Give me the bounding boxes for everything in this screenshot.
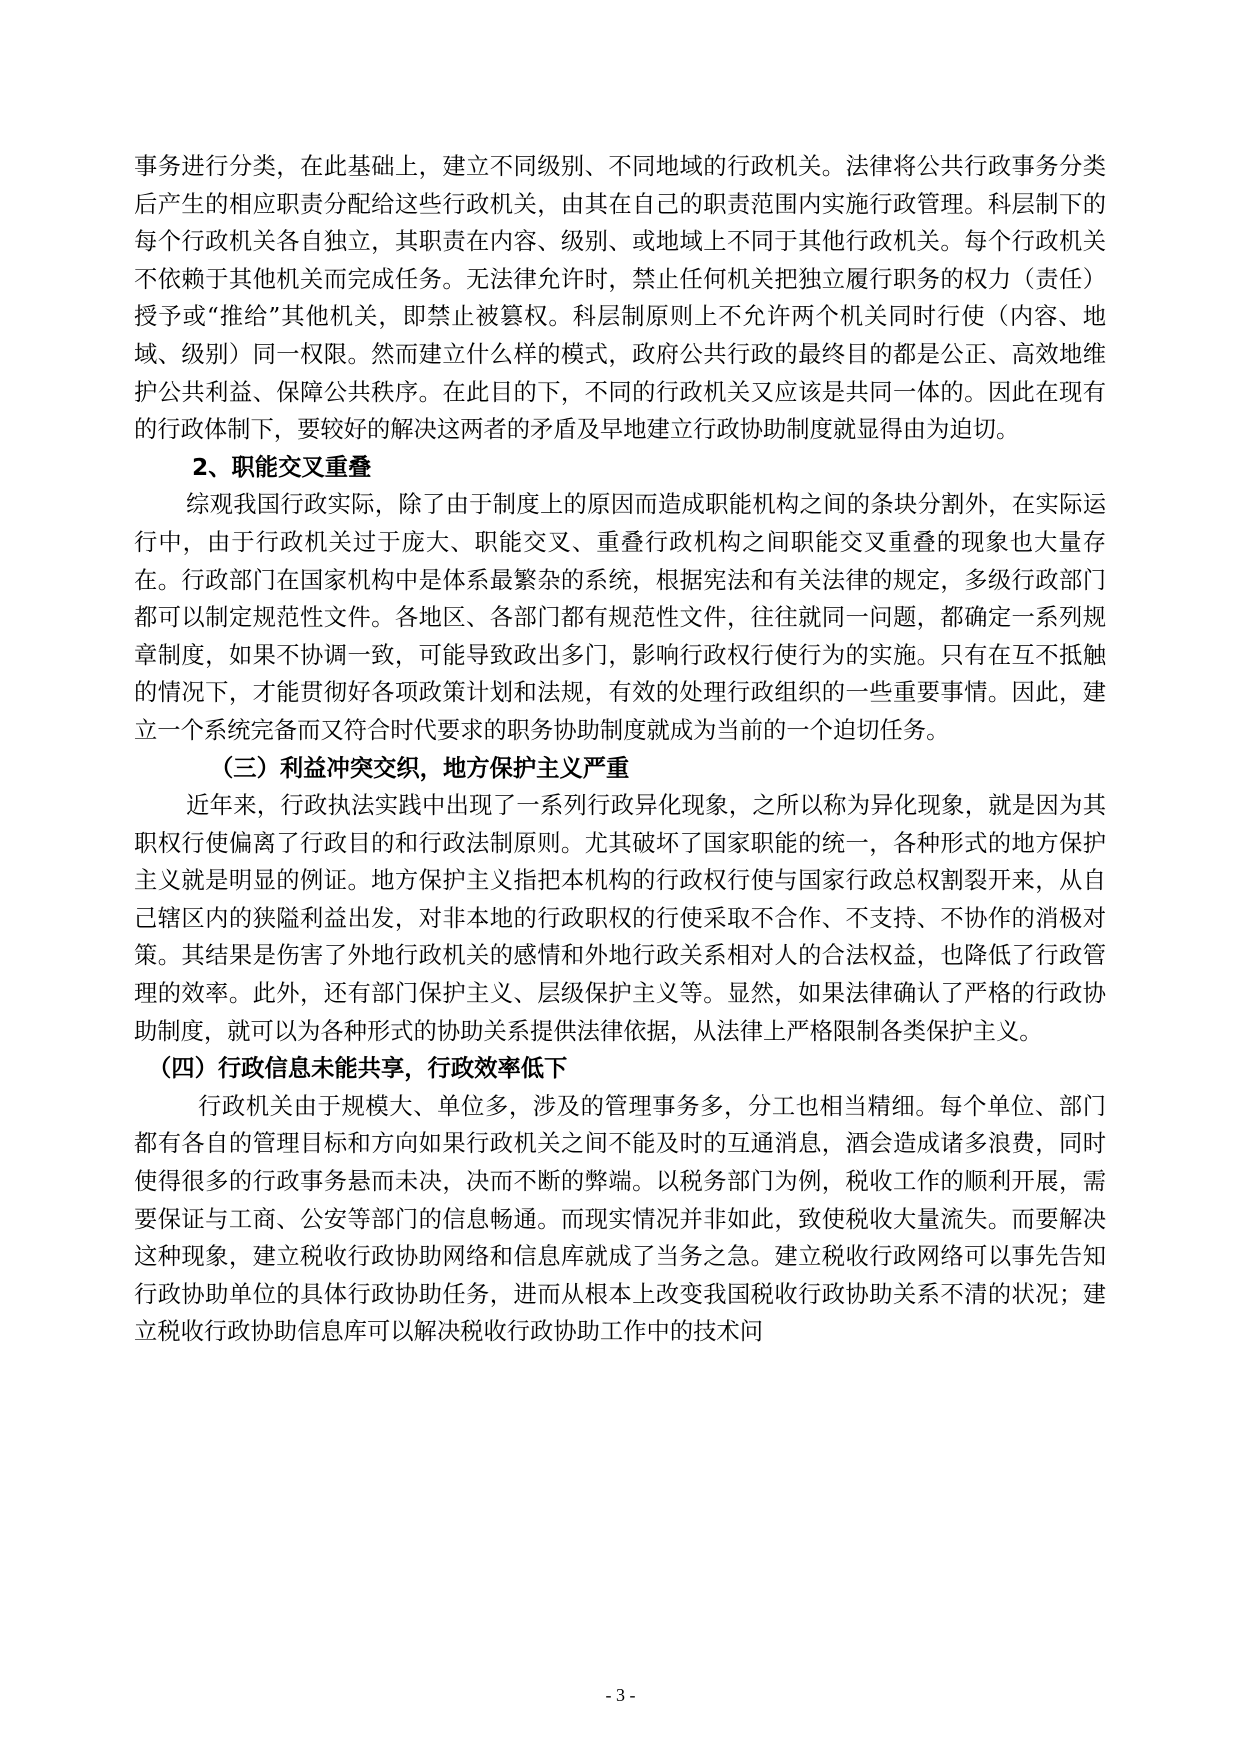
paragraph-intro: 事务进行分类，在此基础上，建立不同级别、不同地域的行政机关。法律将公共行政事务分类后产生的相应职责分配给这些行政机关，由其在自己的职责范围内实施行政管理。科层制下的每个行政机关各自独立，其职责在内容、级别、或地域上不同于其他行政机关。每个行政机关不依赖于其他机关而完成任务。无法律允许时，禁止任何机关把独立履行职务的权力（责任）授予或“推给”其他机关，即禁止被篡权。科层制原则上不允许两个机关同时行使（内容、地域、级别）同一权限。然而建立什么样的模式，政府公共行政的最终目的都是公正、高效地维护公共利益、保障公共秩序。在此目的下，不同的行政机关又应该是共同一体的。因此在现有的行政体制下，要较好的解决这两者的矛盾及早地建立行政协助制度就显得由为迫切。 <box>134 153 1106 444</box>
paragraph-2: 综观我国行政实际，除了由于制度上的原因而造成职能机构之间的条块分割外，在实际运行中，由于行政机关过于庞大、职能交叉、重叠行政机构之间职能交叉重叠的现象也大量存在。行政部门在国家机构中是体系最繁杂的系统，根据宪法和有关法律的规定，多级行政部门都可以制定规范性文件。各地区、各部门都有规范性文件，往往就同一问题，都确定一系列规章制度，如果不协调一致，可能导致政出多门，影响行政权行使行为的实施。只有在互不抵触的情况下，才能贯彻好各项政策计划和法规，有效的处理行政组织的一些重要事情。因此，建立一个系统完备而又符合时代要求的职务协助制度就成为当前的一个迫切任务。 <box>134 491 1106 744</box>
paragraph-3: 近年来，行政执法实践中出现了一系列行政异化现象，之所以称为异化现象，就是因为其职权行使偏离了行政目的和行政法制原则。尤其破坏了国家职能的统一，各种形式的地方保护主义就是明显的例证。地方保护主义指把本机构的行政权行使与国家行政总权割裂开来，从自己辖区内的狭隘利益出发，对非本地的行政职权的行使采取不合作、不支持、不协作的消极对策。其结果是伤害了外地行政机关的感情和外地行政关系相对人的合法权益，也降低了行政管理的效率。此外，还有部门保护主义、层级保护主义等。显然，如果法律确认了严格的行政协助制度，就可以为各种形式的协助关系提供法律依据，从法律上严格限制各类保护主义。 <box>134 792 1106 1045</box>
paragraph-4: 行政机关由于规模大、单位多，涉及的管理事务多，分工也相当精细。每个单位、部门都有各自的管理目标和方向如果行政机关之间不能及时的互通消息，酒会造成诸多浪费，同时使得很多的行政事务悬而未决，决而不断的弊端。以税务部门为例，税收工作的顺利开展，需要保证与工商、公安等部门的信息畅通。而现实情况并非如此，致使税收大量流失。而要解决这种现象，建立税收行政协助网络和信息库就成了当务之急。建立税收行政网络可以事先告知行政协助单位的具体行政协助任务，进而从根本上改变我国税收行政协助关系不清的状况；建立税收行政协助信息库可以解决税收行政协助工作中的技术问 <box>134 1092 1106 1346</box>
section-heading-3: （三）利益冲突交织，地方保护主义严重 <box>210 754 630 782</box>
document-body <box>134 148 1106 1351</box>
section-heading-4: （四）行政信息未能共享，行政效率低下 <box>148 1055 568 1083</box>
section-heading-2: 2、职能交叉重叠 <box>192 453 372 481</box>
page-number: - 3 - <box>605 1685 636 1705</box>
